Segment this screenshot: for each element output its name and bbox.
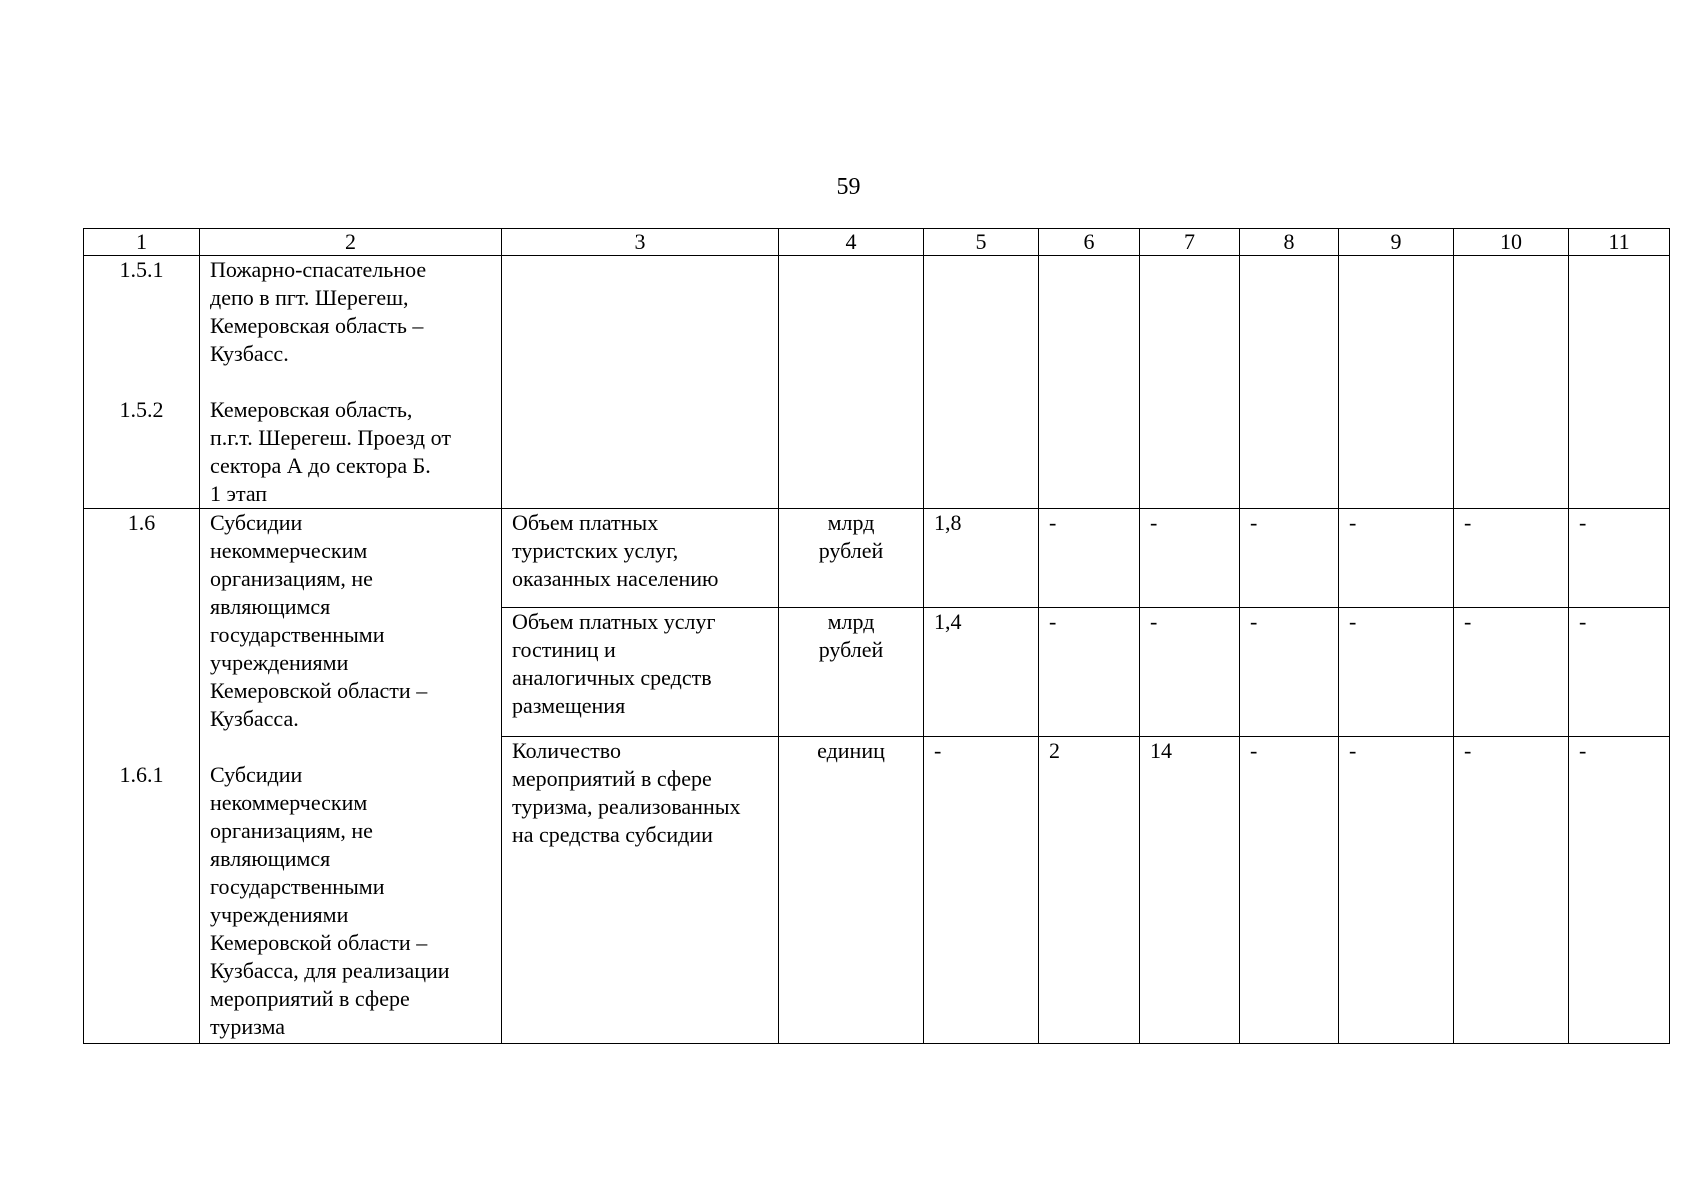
header-cell: 6	[1039, 229, 1140, 256]
page-number: 59	[836, 174, 861, 200]
event-name: Субсидии некоммерческим организациям, не являющимся государственными учреждениями Кемеровской области – Кузбасса.	[210, 510, 428, 731]
table-cell	[924, 256, 1039, 509]
value-cell: -	[1454, 509, 1569, 608]
value-cell: 1,4	[924, 608, 1039, 737]
header-cell: 11	[1569, 229, 1670, 256]
value-cell: -	[1240, 509, 1339, 608]
header-cell: 2	[200, 229, 502, 256]
row-number-cell	[84, 509, 200, 1044]
row-number-cell	[84, 256, 200, 509]
row-number: 1.5.1	[119, 257, 164, 282]
indicator-name: Объем платных услуг гостиниц и аналогичных средств размещения	[512, 609, 716, 718]
table-cell	[1240, 256, 1339, 509]
header-cell: 4	[779, 229, 924, 256]
table-cell	[1569, 256, 1670, 509]
event-name: Кемеровская область, п.г.т. Шерегеш. Проезд от сектора А до сектора Б. 1 этап	[210, 397, 451, 506]
row-number: 1.6.1	[119, 762, 164, 787]
unit-cell	[779, 509, 924, 608]
value-cell: -	[1454, 737, 1569, 1044]
event-name: Субсидии некоммерческим организациям, не являющимся государственными учреждениями Кемеровской области – Кузбасса, для реализации мероприятий в сфере туризма	[210, 762, 450, 1039]
row-number: 1.5.2	[119, 397, 164, 422]
event-name-cell	[200, 256, 502, 509]
header-cell: 7	[1140, 229, 1240, 256]
header-cell: 5	[924, 229, 1039, 256]
table-cell	[1039, 256, 1140, 509]
table-cell	[1140, 256, 1240, 509]
value-cell: -	[1240, 608, 1339, 737]
unit: млрд рублей	[818, 609, 884, 662]
header-cell: 1	[84, 229, 200, 256]
value-cell: -	[1454, 608, 1569, 737]
unit-cell	[779, 608, 924, 737]
value-cell: -	[1339, 608, 1454, 737]
event-name: Пожарно-спасательное депо в пгт. Шерегеш, Кемеровская область – Кузбасс.	[210, 257, 427, 366]
table-cell	[502, 256, 779, 509]
table-cell	[779, 256, 924, 509]
value-cell: -	[1339, 509, 1454, 608]
indicator-name: Объем платных туристских услуг, оказанных населению	[512, 510, 719, 591]
value-cell: -	[1240, 737, 1339, 1044]
table-cell	[1339, 256, 1454, 509]
value-cell: 1,8	[924, 509, 1039, 608]
value-cell: -	[1569, 737, 1670, 1044]
table-cell	[1454, 256, 1569, 509]
value-cell: -	[1039, 608, 1140, 737]
header-cell: 10	[1454, 229, 1569, 256]
indicator-name-cell	[502, 509, 779, 608]
value-cell: 2	[1039, 737, 1140, 1044]
value-cell: -	[1569, 509, 1670, 608]
unit: млрд рублей	[818, 510, 884, 563]
indicator-name-cell	[502, 608, 779, 737]
row-number: 1.6	[127, 510, 156, 535]
event-name-cell	[200, 509, 502, 1044]
value-cell: -	[1140, 509, 1240, 608]
data-table	[83, 228, 1670, 1044]
table-row	[84, 256, 1670, 509]
value-cell: -	[1039, 509, 1140, 608]
value-cell: -	[1339, 737, 1454, 1044]
header-cell: 9	[1339, 229, 1454, 256]
value-cell: 14	[1140, 737, 1240, 1044]
value-cell: -	[1569, 608, 1670, 737]
table-row	[84, 509, 1670, 608]
unit: единиц	[817, 738, 885, 763]
value-cell: -	[1140, 608, 1240, 737]
unit-cell	[779, 737, 924, 1044]
header-row	[84, 229, 1670, 256]
value-cell: -	[924, 737, 1039, 1044]
indicator-name-cell	[502, 737, 779, 1044]
header-cell: 8	[1240, 229, 1339, 256]
header-cell: 3	[502, 229, 779, 256]
indicator-name: Количество мероприятий в сфере туризма, реализованных на средства субсидии	[512, 738, 741, 847]
